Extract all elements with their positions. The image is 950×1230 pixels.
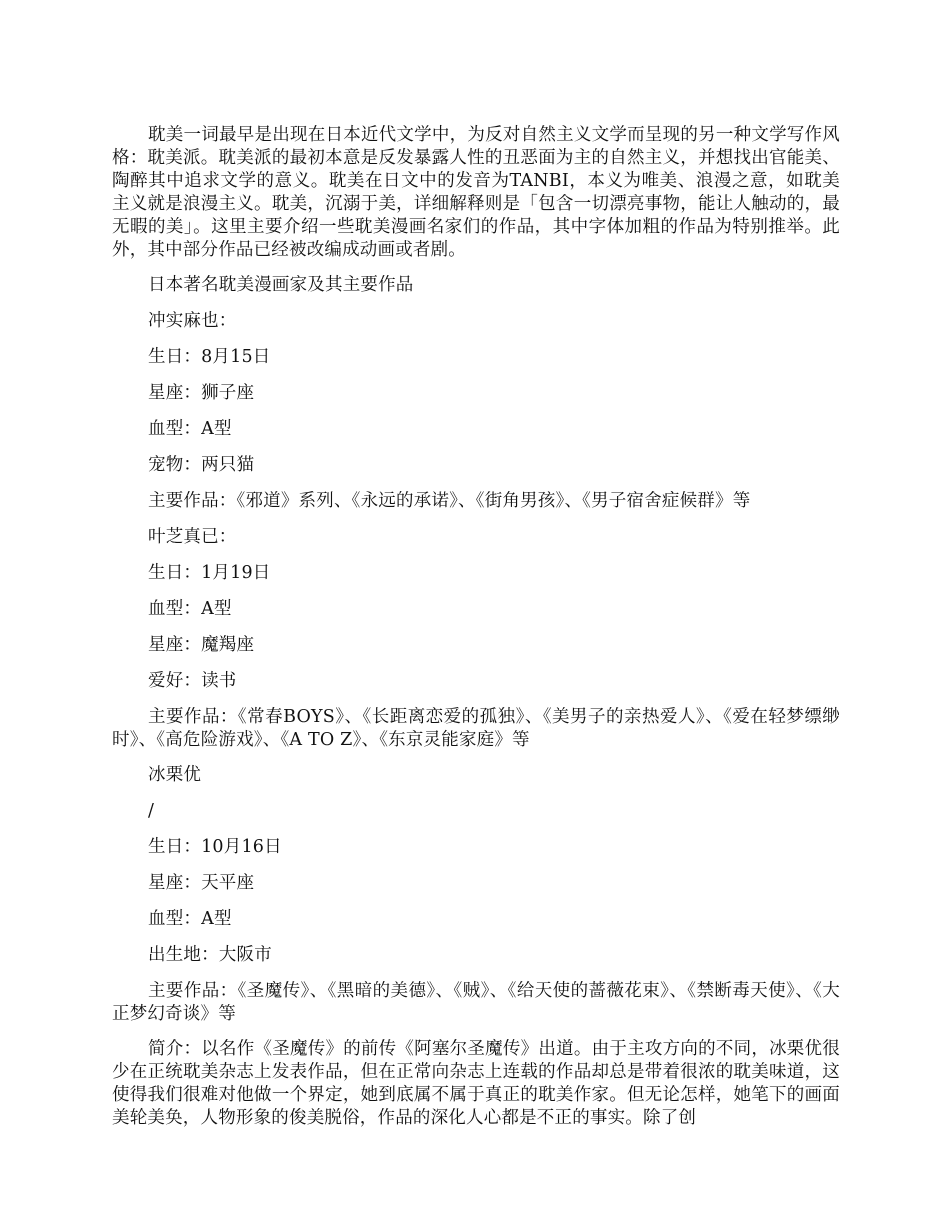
artist2-birthday: 生日：1月19日 — [148, 563, 271, 583]
artist1-sign: 星座：狮子座 — [148, 383, 255, 403]
artist2-blood: 血型：A型 — [148, 599, 232, 619]
artist1-blood: 血型：A型 — [148, 419, 232, 439]
artist3-name: 冰栗优 — [148, 765, 202, 785]
document-page — [112, 124, 840, 1142]
artist1-name: 冲实麻也： — [148, 311, 237, 331]
artist3-works: 主要作品：《圣魔传》、《黑暗的美德》、《贼》、《给天使的蔷薇花束》、《禁断毒天使》、《大正梦幻奇谈》等 — [112, 981, 840, 1024]
artist3-sign: 星座：天平座 — [148, 873, 255, 893]
artist3-blood: 血型：A型 — [148, 909, 232, 929]
artist3-birthday: 生日：10月16日 — [148, 837, 282, 857]
artist1-works: 主要作品：《邪道》系列、《永远的承诺》、《街角男孩》、《男子宿舍症候群》等 — [148, 491, 751, 511]
artist1-birthday: 生日：8月15日 — [148, 347, 271, 367]
intro-paragraph: 耽美一词最早是出现在日本近代文学中，为反对自然主义文学而呈现的另一种文学写作风格：耽美派。耽美派的最初本意是反发暴露人性的丑恶面为主的自然主义，并想找出官能美、陶醉其中追求文学的意义。耽美在日文中的发音为TANBI，本义为唯美、浪漫之意，如耽美主义就是浪漫主义。耽美，沉溺于美，详细解释则是「包含一切漂亮事物，能让人触动的，最无暇的美」。这里主要介绍一些耽美漫画名家们的作品，其中字体加粗的作品为特别推举。此外，其中部分作品已经被改编成动画或者剧。 — [112, 125, 840, 260]
artist3-bio: 简介：以名作《圣魔传》的前传《阿塞尔圣魔传》出道。由于主攻方向的不同，冰栗优很少在正统耽美杂志上发表作品，但在正常向杂志上连载的作品却总是带着很浓的耽美味道，这使得我们很难对他做一个界定，她到底属不属于真正的耽美作家。但无论怎样，她笔下的画面美轮美奂，人物形象的俊美脱俗，作品的深化人心都是不正的事实。除了创 — [112, 1039, 840, 1128]
artist2-name: 叶芝真已： — [148, 527, 237, 547]
artist2-works: 主要作品：《常春BOYS》、《长距离恋爱的孤独》、《美男子的亲热爱人》、《爱在轻梦缥缈时》、《高危险游戏》、《A TO Z》、《东京灵能家庭》等 — [112, 707, 840, 750]
section-title: 日本著名耽美漫画家及其主要作品 — [148, 275, 414, 295]
artist3-birthplace: 出生地：大阪市 — [148, 945, 272, 965]
artist2-hobby: 爱好：读书 — [148, 671, 237, 691]
artist3-slash: / — [148, 801, 155, 821]
artist2-sign: 星座：魔羯座 — [148, 635, 255, 655]
artist1-pet: 宠物：两只猫 — [148, 455, 255, 475]
